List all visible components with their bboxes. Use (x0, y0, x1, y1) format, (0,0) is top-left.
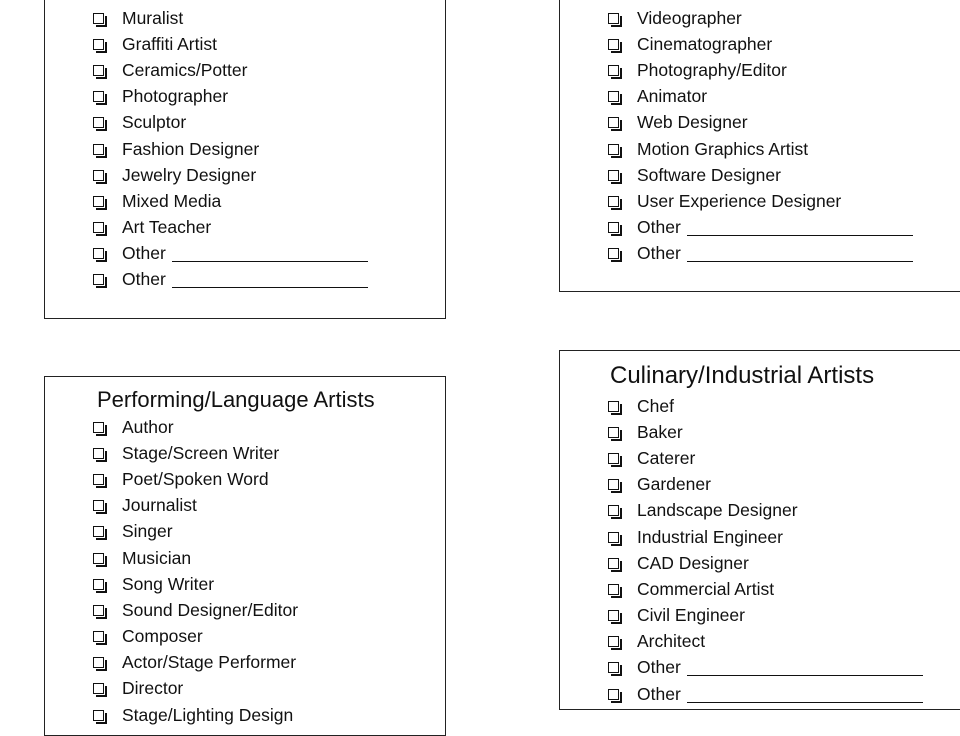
checkbox-icon[interactable] (608, 532, 619, 543)
list-item[interactable] (93, 110, 368, 136)
item-label: Landscape Designer (637, 500, 798, 521)
item-label: Composer (122, 626, 203, 647)
item-label: Other (637, 217, 681, 238)
list-item[interactable] (608, 524, 923, 550)
item-label: Mixed Media (122, 190, 222, 211)
item-label: Other (122, 243, 166, 264)
list-item[interactable] (608, 603, 923, 629)
item-label: Photography/Editor (637, 59, 787, 80)
item-label: Ceramics/Potter (122, 59, 248, 80)
list-item[interactable] (608, 31, 913, 57)
list-item[interactable] (608, 550, 923, 576)
checkbox-icon[interactable] (608, 39, 619, 50)
item-label: Caterer (637, 447, 696, 468)
item-label: Other (637, 657, 681, 678)
checkbox-icon[interactable] (608, 13, 619, 24)
checkbox-icon[interactable] (93, 13, 104, 24)
checkbox-icon[interactable] (608, 248, 619, 259)
item-label: Other (637, 683, 681, 704)
list-item[interactable] (93, 650, 298, 676)
checkbox-icon[interactable] (608, 505, 619, 516)
checkbox-icon[interactable] (608, 662, 619, 673)
item-label: CAD Designer (637, 552, 749, 573)
list-item[interactable] (93, 624, 298, 650)
checkbox-icon[interactable] (93, 710, 104, 721)
checkbox-icon[interactable] (93, 222, 104, 233)
checkbox-icon[interactable] (608, 636, 619, 647)
checkbox-icon[interactable] (93, 117, 104, 128)
list-item[interactable] (93, 267, 368, 293)
media-arts-box (559, 0, 960, 292)
checkbox-icon[interactable] (93, 526, 104, 537)
item-label: User Experience Designer (637, 190, 842, 211)
checkbox-icon[interactable] (93, 579, 104, 590)
list-item[interactable] (608, 629, 923, 655)
item-label: Other (637, 243, 681, 264)
list-item[interactable] (608, 681, 923, 707)
item-label: Sound Designer/Editor (122, 599, 299, 620)
performing-artists-list (93, 414, 298, 728)
list-item[interactable] (93, 493, 298, 519)
section-title: Culinary/Industrial Artists (610, 362, 875, 389)
list-item[interactable] (608, 188, 913, 214)
checkbox-icon[interactable] (608, 117, 619, 128)
item-label: Commercial Artist (637, 578, 775, 599)
checkbox-icon[interactable] (93, 500, 104, 511)
item-label: Journalist (122, 495, 197, 516)
checkbox-icon[interactable] (93, 683, 104, 694)
item-label: Software Designer (637, 164, 781, 185)
list-item[interactable] (93, 519, 298, 545)
item-label: Author (122, 416, 174, 437)
item-label: Baker (637, 421, 683, 442)
list-item[interactable] (93, 571, 298, 597)
checkbox-icon[interactable] (608, 427, 619, 438)
checkbox-icon[interactable] (93, 474, 104, 485)
item-label: Chef (637, 395, 674, 416)
checkbox-icon[interactable] (608, 479, 619, 490)
checkbox-icon[interactable] (93, 274, 104, 285)
checkbox-icon[interactable] (93, 65, 104, 76)
checkbox-icon[interactable] (608, 610, 619, 621)
list-item[interactable] (93, 188, 368, 214)
list-item[interactable] (608, 136, 913, 162)
list-item[interactable] (93, 215, 368, 241)
item-label: Civil Engineer (637, 605, 745, 626)
checkbox-icon[interactable] (608, 196, 619, 207)
visual-arts-list (93, 5, 368, 293)
item-label: Architect (637, 631, 706, 652)
list-item[interactable] (93, 466, 298, 492)
checkbox-icon[interactable] (608, 453, 619, 464)
checkbox-icon[interactable] (93, 196, 104, 207)
checkbox-icon[interactable] (608, 401, 619, 412)
item-label: Fashion Designer (122, 138, 260, 159)
checkbox-icon[interactable] (93, 144, 104, 155)
visual-arts-box (44, 0, 446, 319)
item-label: Muralist (122, 7, 184, 28)
item-label: Web Designer (637, 112, 748, 133)
list-item[interactable] (608, 84, 913, 110)
list-item[interactable] (608, 419, 923, 445)
list-item[interactable] (93, 57, 368, 83)
list-item[interactable] (608, 215, 913, 241)
item-label: Other (122, 269, 166, 290)
item-label: Stage/Screen Writer (122, 442, 280, 463)
list-item[interactable] (93, 414, 298, 440)
item-label: Gardener (637, 474, 711, 495)
checkbox-icon[interactable] (608, 584, 619, 595)
list-item[interactable] (608, 110, 913, 136)
section-title: Performing/Language Artists (97, 387, 375, 412)
list-item[interactable] (608, 57, 913, 83)
checkbox-icon[interactable] (93, 553, 104, 564)
list-item[interactable] (608, 655, 923, 681)
item-label: Actor/Stage Performer (122, 652, 297, 673)
checkbox-icon[interactable] (93, 422, 104, 433)
item-label: Stage/Lighting Design (122, 704, 294, 725)
list-item[interactable] (93, 31, 368, 57)
item-label: Photographer (122, 86, 229, 107)
other-blank-line[interactable] (687, 659, 923, 676)
item-label: Graffiti Artist (122, 33, 217, 54)
checkbox-icon[interactable] (93, 631, 104, 642)
media-arts-list (608, 5, 913, 267)
list-item[interactable] (608, 5, 913, 31)
list-item[interactable] (608, 445, 923, 471)
checkbox-icon[interactable] (93, 657, 104, 668)
checkbox-icon[interactable] (608, 558, 619, 569)
list-item[interactable] (93, 676, 298, 702)
list-item[interactable] (93, 702, 298, 728)
list-item[interactable] (93, 84, 368, 110)
item-label: Musician (122, 547, 192, 568)
checkbox-icon[interactable] (608, 144, 619, 155)
list-item[interactable] (93, 440, 298, 466)
item-label: Animator (637, 86, 708, 107)
item-label: Sculptor (122, 112, 187, 133)
list-item[interactable] (93, 162, 368, 188)
other-blank-line[interactable] (172, 271, 368, 288)
item-label: Cinematographer (637, 33, 773, 54)
item-label: Director (122, 678, 184, 699)
item-label: Art Teacher (122, 217, 212, 238)
other-blank-line[interactable] (687, 686, 923, 703)
performing-artists-box (44, 376, 446, 736)
checkbox-icon[interactable] (93, 91, 104, 102)
other-blank-line[interactable] (687, 245, 913, 262)
culinary-industrial-list (608, 393, 923, 707)
item-label: Jewelry Designer (122, 164, 257, 185)
other-blank-line[interactable] (687, 219, 913, 236)
list-item[interactable] (93, 136, 368, 162)
list-item[interactable] (93, 241, 368, 267)
checkbox-icon[interactable] (93, 248, 104, 259)
other-blank-line[interactable] (172, 245, 368, 262)
list-item[interactable] (608, 162, 913, 188)
item-label: Poet/Spoken Word (122, 468, 269, 489)
culinary-industrial-box (559, 350, 960, 710)
list-item[interactable] (608, 393, 923, 419)
checkbox-icon[interactable] (93, 39, 104, 50)
list-item[interactable] (93, 545, 298, 571)
checkbox-icon[interactable] (608, 91, 619, 102)
item-label: Videographer (637, 7, 742, 28)
checkbox-icon[interactable] (608, 689, 619, 700)
list-item[interactable] (93, 5, 368, 31)
list-item[interactable] (608, 498, 923, 524)
item-label: Motion Graphics Artist (637, 138, 809, 159)
list-item[interactable] (608, 241, 913, 267)
checkbox-icon[interactable] (608, 65, 619, 76)
item-label: Song Writer (122, 573, 215, 594)
checkbox-icon[interactable] (608, 170, 619, 181)
list-item[interactable] (93, 597, 298, 623)
checkbox-icon[interactable] (93, 448, 104, 459)
list-item[interactable] (608, 576, 923, 602)
list-item[interactable] (608, 472, 923, 498)
checkbox-icon[interactable] (93, 170, 104, 181)
checkbox-icon[interactable] (93, 605, 104, 616)
checkbox-icon[interactable] (608, 222, 619, 233)
item-label: Singer (122, 521, 173, 542)
item-label: Industrial Engineer (637, 526, 783, 547)
